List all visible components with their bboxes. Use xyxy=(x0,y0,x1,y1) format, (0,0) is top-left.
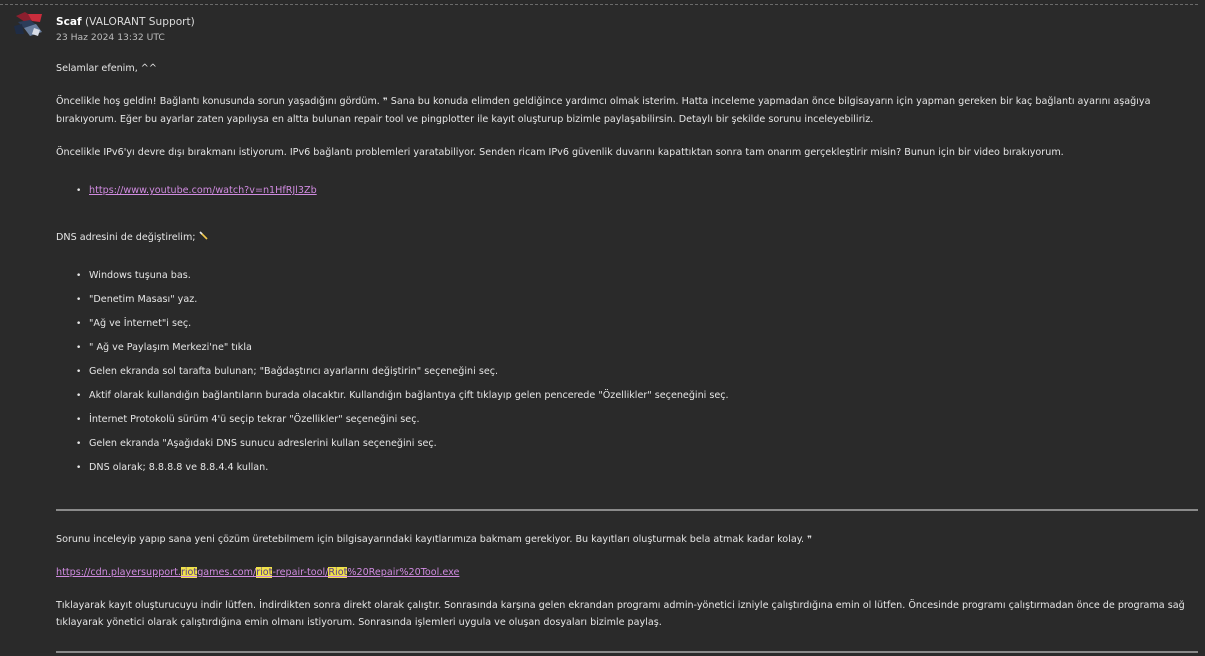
list-item: • DNS olarak; 8.8.8.8 ve 8.8.4.4 kullan. xyxy=(76,460,729,484)
repair-tool-link[interactable]: https://cdn.playersupport.riotgames.com/riot-repair-tool/Riot%20Repair%20Tool.exe xyxy=(56,567,460,578)
intro-text-1: Öncelikle hoş geldin! Bağlantı konusunda sorun yaşadığını gördüm. xyxy=(56,96,380,107)
youtube-video-link[interactable]: https://www.youtube.com/watch?v=n1HfRJl3Zb xyxy=(89,185,317,196)
dns-steps-list xyxy=(76,268,729,484)
wink-emoji-icon: ❞ xyxy=(382,97,388,107)
section-divider xyxy=(56,651,1198,653)
author-avatar[interactable] xyxy=(14,12,44,38)
repair-link-paragraph xyxy=(56,564,1196,581)
author-line xyxy=(56,15,195,29)
list-item: • Gelen ekranda sol tarafta bulunan; "Bağdaştırıcı ayarlarını değiştirin" seçeneğini seç. xyxy=(76,364,729,388)
intro-text-2: Sana bu konuda elimden geldiğince yardımcı olmak isterim. Hatta inceleme yapmadan önce bilgisayarın için yapman gereken bir kaç bağlantı ayarını aşağıya bırakıyorum. Eğer bu ayarlar zaten yapılıysa en altta bulunan repair tool ve pingplotter ile kayıt oluşturup bizimle paylaşabilirsin. Detaylı bir şekilde sorunu inceleyebiliriz. xyxy=(56,96,1151,125)
list-item: • Gelen ekranda "Aşağıdaki DNS sunucu adreslerini kullan seçeneğini seç. xyxy=(76,436,729,460)
list-item xyxy=(76,183,317,207)
post-header xyxy=(56,15,195,43)
repair-instructions: Tıklayarak kayıt oluşturucuyu indir lütfen. İndirdikten sonra direkt olarak çalıştır. Sonrasında karşına gelen ekrandan programı admin-yönetici izniyle çalıştırdığına emin ol lütfen. Öncesinde programı çalıştırmadan önce de programa sağ tıklayarak yönetici olarak çalıştırdığına emin olmanı istiyorum. Sonrasında işlemleri uygula ve oluşan dosyaları bizimle paylaş. xyxy=(56,600,1185,628)
wink-emoji-icon: ❞ xyxy=(807,535,812,545)
list-item: • Windows tuşuna bas. xyxy=(76,268,729,292)
video-link-list xyxy=(76,183,317,207)
greeting-text: Selamlar efenim, ^^ xyxy=(56,63,157,74)
list-item: • "Denetim Masası" yaz. xyxy=(76,292,729,316)
author-role: (VALORANT Support) xyxy=(85,16,195,28)
list-item: • " Ağ ve Paylaşım Merkezi'ne" tıkla xyxy=(76,340,729,364)
pencil-icon xyxy=(199,231,209,241)
post-date: 23 Haz 2024 13:32 UTC xyxy=(56,32,165,43)
logs-paragraph xyxy=(56,531,1196,549)
dns-heading-text: DNS adresini de değiştirelim; xyxy=(56,232,196,243)
dns-heading xyxy=(56,229,1196,246)
list-item: • "Ağ ve İnternet"i seç. xyxy=(76,316,729,340)
list-item: • Aktif olarak kullandığın bağlantıların burada olacaktır. Kullandığın bağlantıya çift tıklayıp gelen pencerede "Özellikler" seçeneğini seç. xyxy=(76,388,729,412)
section-divider xyxy=(56,509,1198,511)
ipv6-paragraph: Öncelikle IPv6'yı devre dışı bırakmanı istiyorum. IPv6 bağlantı problemleri yaratabiliyor. Senden ricam IPv6 güvenlik duvarını kapattıktan sonra tam onarım gerçekleştirir misin? Bunun için bir video bırakıyorum. xyxy=(56,147,1064,158)
list-item: • İnternet Protokolü sürüm 4'ü seçip tekrar "Özellikler" seçeneğini seç. xyxy=(76,412,729,436)
author-name[interactable]: Scaf xyxy=(56,16,82,28)
intro-paragraph xyxy=(56,93,1196,128)
top-divider xyxy=(0,4,1198,5)
logs-text: Sorunu inceleyip yapıp sana yeni çözüm üretebilmem için bilgisayarındaki kayıtlarımıza bakmam gerekiyor. Bu kayıtları oluşturmak bela atmak kadar kolay. xyxy=(56,534,805,545)
